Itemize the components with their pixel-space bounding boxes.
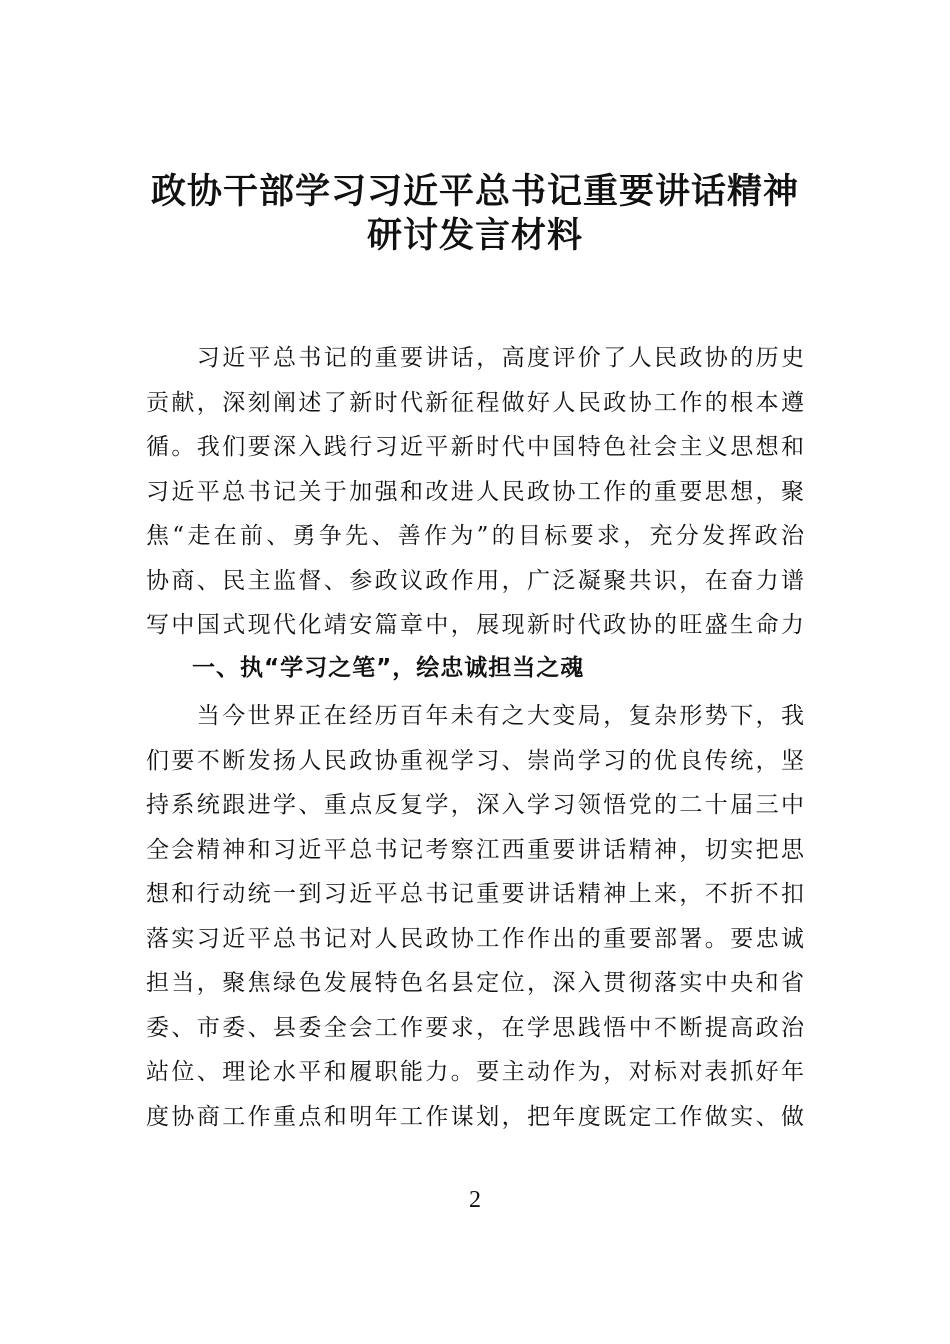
paragraph-line: 循。我们要深入践行习近平新时代中国特色社会主义思想和: [146, 434, 806, 460]
paragraph-line: 全会精神和习近平总书记考察江西重要讲话精神，切实把思: [146, 836, 806, 863]
paragraph-line: 当今世界正在经历百年未有之大变局，复杂形势下，我: [146, 703, 806, 729]
document-title-line-1: 政协干部学习习近平总书记重要讲话精神: [150, 171, 799, 212]
page-number: 2: [469, 1187, 481, 1213]
paragraph-line: 习近平总书记的重要讲话，高度评价了人民政协的历史: [146, 345, 806, 371]
paragraph-line: 们要不断发扬人民政协重视学习、崇尚学习的优良传统，坚: [146, 747, 806, 774]
paragraph-1: [146, 336, 806, 648]
paragraph-line: 站位、理论水平和履职能力。要主动作为，对标对表抓好年: [146, 1059, 806, 1085]
section-heading: 一、执“学习之笔”，绘忠诚担当之魂: [192, 655, 585, 681]
paragraph-line: 贡献，深刻阐述了新时代新征程做好人民政协工作的根本遵: [146, 389, 806, 416]
paragraph-line: 持系统跟进学、重点反复学，深入学习领悟党的二十届三中: [146, 792, 806, 818]
paragraph-line: 度协商工作重点和明年工作谋划，把年度既定工作做实、做: [146, 1103, 806, 1130]
paragraph-line: 写中国式现代化靖安篇章中，展现新时代政协的旺盛生命力: [146, 612, 806, 638]
paragraph-line: 焦“走在前、勇争先、善作为”的目标要求，充分发挥政治: [146, 523, 806, 549]
paragraph-line: 落实习近平总书记对人民政协工作作出的重要部署。要忠诚: [146, 925, 806, 952]
paragraph-2: [146, 694, 806, 1139]
paragraph-line: 想和行动统一到习近平总书记重要讲话精神上来，不折不扣: [146, 881, 806, 907]
document-title-line-2: 研讨发言材料: [366, 215, 583, 256]
paragraph-line: 委、市委、县委全会工作要求，在学思践悟中不断提高政治: [146, 1014, 806, 1041]
paragraph-line: 习近平总书记关于加强和改进人民政协工作的重要思想，聚: [146, 478, 806, 505]
paragraph-line: 协商、民主监督、参政议政作用，广泛凝聚共识，在奋力谱: [146, 567, 806, 594]
paragraph-line: 担当，聚焦绿色发展特色名县定位，深入贯彻落实中央和省: [146, 970, 806, 996]
